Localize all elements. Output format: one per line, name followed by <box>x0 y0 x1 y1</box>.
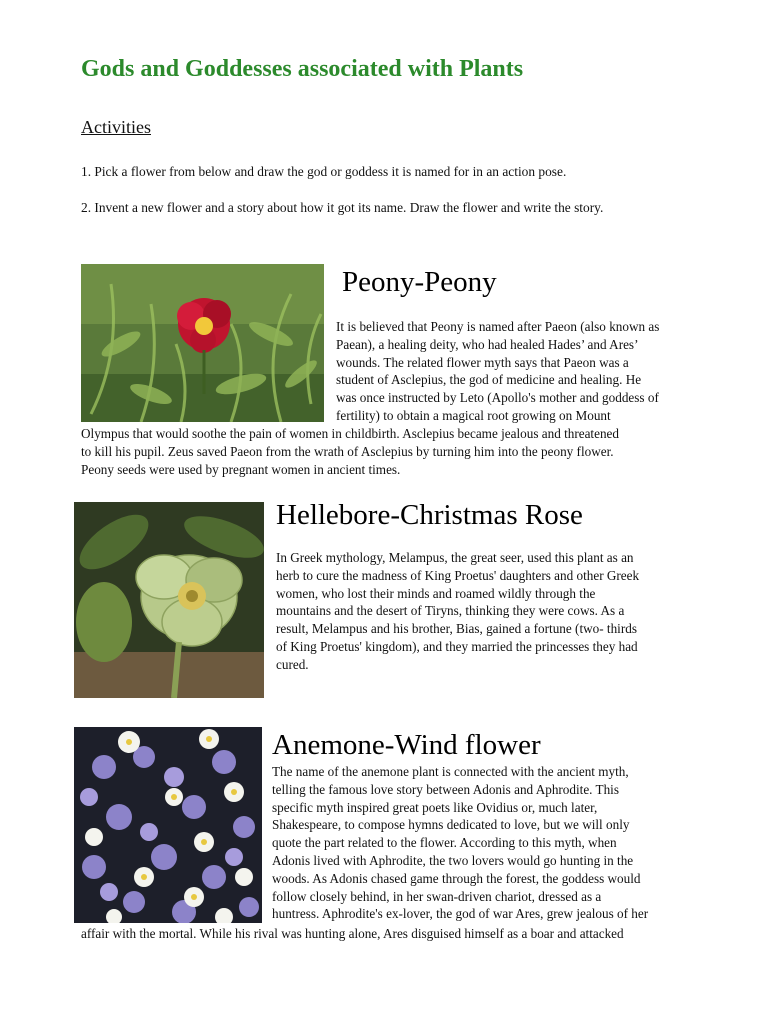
anemone-text-full <box>81 925 624 943</box>
text-line: Paean), a healing deity, who had healed Hades’ and Ares’ <box>336 336 639 352</box>
hellebore-image <box>74 502 264 698</box>
text-line: huntress. Aphrodite's ex-lover, the god of war Ares, grew jealous of her <box>272 906 649 922</box>
text-line: The name of the anemone plant is connected with the ancient myth, <box>272 764 629 779</box>
activities-heading: Activities <box>81 117 151 137</box>
text-line: telling the famous love story between Adonis and Aphrodite. This <box>272 781 619 797</box>
text-line: herb to cure the madness of King Proetus' daughters and other Greek <box>276 567 640 583</box>
text-line: wounds. The related flower myth says that Paeon was a <box>336 354 629 370</box>
text-line: student of Asclepius, the god of medicine and healing. He <box>336 372 642 388</box>
text-line: Peony seeds were used by pregnant women in ancient times. <box>81 461 401 477</box>
peony-image <box>81 264 324 422</box>
activity-item-2: 2. Invent a new flower and a story about how it got its name. Draw the flower and write the story. <box>81 200 604 215</box>
text-line: Adonis lived with Aphrodite, the two lovers would go hunting in the <box>272 852 634 868</box>
anemone-title: Anemone-Wind flower <box>272 729 541 761</box>
text-line: to kill his pupil. Zeus saved Paeon from the wrath of Asclepius by turning him into the peony flower. <box>81 443 614 459</box>
anemone-image <box>74 727 262 923</box>
text-line: Olympus that would soothe the pain of women in childbirth. Asclepius became jealous and threatened <box>81 426 619 441</box>
peony-photo <box>81 264 324 422</box>
text-line: fertility) to obtain a magical root growing on Mount <box>336 407 611 423</box>
hellebore-photo <box>74 502 264 698</box>
text-line: specific myth inspired great poets like Ovidius or, much later, <box>272 799 598 815</box>
anemone-text-beside <box>272 763 712 923</box>
text-line: result, Melampus and his brother, Bias, gained a fortune (two- thirds <box>276 621 637 637</box>
text-line: women, who lost their minds and roamed wildly through the <box>276 585 596 601</box>
text-line: Shakespeare, to compose hymns dedicated to love, but we will only <box>272 817 630 833</box>
hellebore-text-beside <box>276 549 696 674</box>
anemone-photo <box>74 727 262 923</box>
activity-item-1: 1. Pick a flower from below and draw the god or goddess it is named for in an action pose. <box>81 164 567 179</box>
peony-text-full <box>81 425 619 478</box>
text-line: quote the part related to the flower. According to this myth, when <box>272 835 617 851</box>
text-line: was once instructed by Leto (Apollo's mother and goddess of <box>336 390 659 406</box>
hellebore-title: Hellebore-Christmas Rose <box>276 499 583 531</box>
text-line: cured. <box>276 656 309 672</box>
peony-text-beside <box>336 318 706 425</box>
text-line: It is believed that Peony is named after Paeon (also known as <box>336 319 660 334</box>
text-line: In Greek mythology, Melampus, the great seer, used this plant as an <box>276 550 634 565</box>
page-title: Gods and Goddesses associated with Plants <box>81 56 524 82</box>
text-line: woods. As Adonis chased game through the forest, the goddess would <box>272 870 641 886</box>
text-line: affair with the mortal. While his rival was hunting alone, Ares disguised himself as a boar and attacked <box>81 926 624 941</box>
text-line: mountains and the desert of Tiryns, thinking they were cows. As a <box>276 603 625 619</box>
text-line: follow closely behind, in her swan-driven chariot, dressed as a <box>272 888 602 904</box>
text-line: of King Proetus' kingdom), and they married the princesses they had <box>276 638 638 654</box>
peony-title: Peony-Peony <box>342 266 497 298</box>
